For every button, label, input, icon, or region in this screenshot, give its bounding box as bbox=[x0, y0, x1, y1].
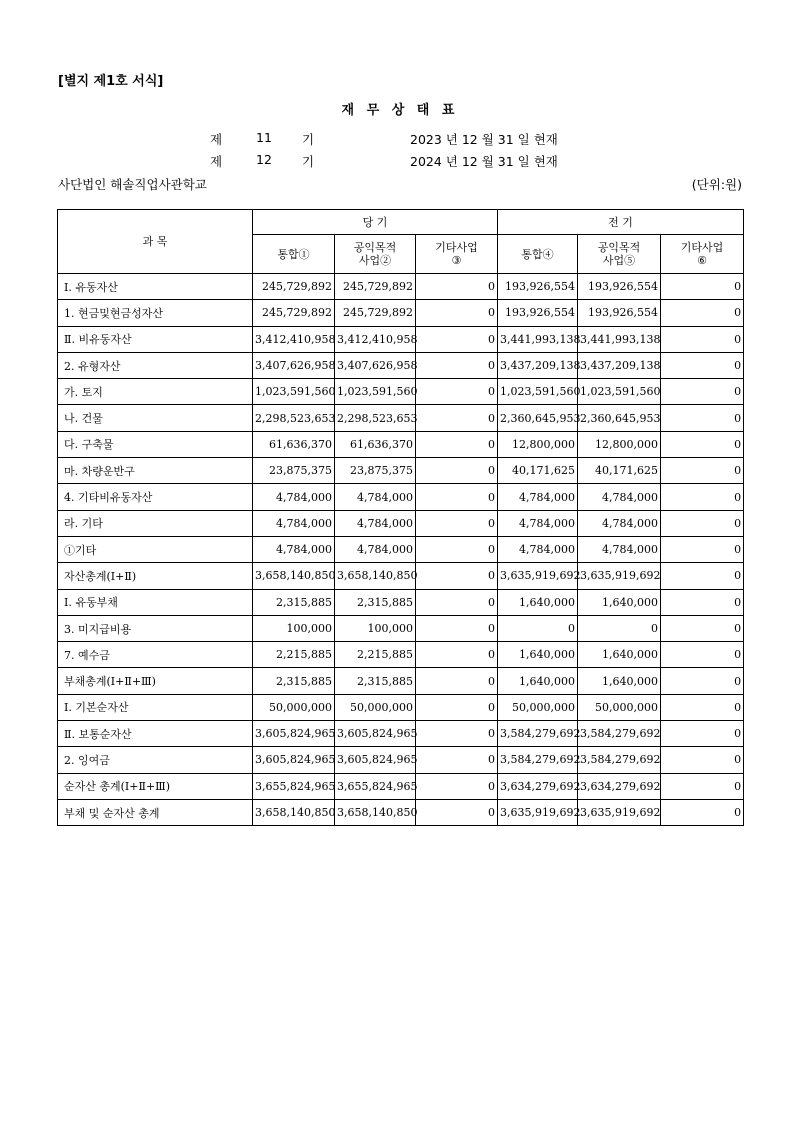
table-row bbox=[58, 300, 744, 326]
period-prefix: 제 bbox=[210, 154, 223, 169]
amount-cell: 40,171,625 bbox=[498, 458, 578, 484]
amount-cell: 245,729,892 bbox=[335, 300, 416, 326]
amount-cell: 3,584,279,692 bbox=[578, 721, 661, 747]
amount-cell: 3,605,824,965 bbox=[335, 747, 416, 773]
document-title: 재 무 상 태 표 bbox=[341, 103, 459, 118]
row-label: 7. 예수금 bbox=[58, 642, 253, 668]
amount-cell: 1,640,000 bbox=[578, 642, 661, 668]
amount-cell: 0 bbox=[498, 615, 578, 641]
amount-cell: 1,023,591,560 bbox=[578, 379, 661, 405]
amount-cell: 1,640,000 bbox=[498, 642, 578, 668]
amount-cell: 193,926,554 bbox=[498, 274, 578, 300]
amount-cell: 61,636,370 bbox=[335, 431, 416, 457]
amount-cell: 3,605,824,965 bbox=[253, 747, 335, 773]
amount-cell: 0 bbox=[661, 668, 744, 694]
amount-cell: 0 bbox=[661, 589, 744, 615]
amount-cell: 4,784,000 bbox=[498, 510, 578, 536]
table-row bbox=[58, 563, 744, 589]
row-label: 순자산 총계(Ⅰ+Ⅱ+Ⅲ) bbox=[58, 773, 253, 799]
amount-cell: 3,658,140,850 bbox=[335, 799, 416, 825]
amount-cell: 23,875,375 bbox=[335, 458, 416, 484]
amount-cell: 4,784,000 bbox=[335, 536, 416, 562]
amount-cell: 0 bbox=[661, 300, 744, 326]
amount-cell: 2,215,885 bbox=[253, 642, 335, 668]
sub-header: 통합① bbox=[253, 235, 335, 274]
current-period-header: 당 기 bbox=[253, 210, 498, 235]
table-row bbox=[58, 405, 744, 431]
amount-cell: 0 bbox=[661, 274, 744, 300]
amount-cell: 3,441,993,138 bbox=[578, 326, 661, 352]
amount-cell: 2,298,523,653 bbox=[253, 405, 335, 431]
row-label: 자산총계(Ⅰ+Ⅱ) bbox=[58, 563, 253, 589]
amount-cell: 4,784,000 bbox=[578, 510, 661, 536]
table-row bbox=[58, 747, 744, 773]
period-suffix: 기 bbox=[302, 132, 315, 147]
amount-cell: 50,000,000 bbox=[335, 694, 416, 720]
amount-cell: 2,215,885 bbox=[335, 642, 416, 668]
sub-header: 공익목적 사업② bbox=[335, 235, 416, 274]
amount-cell: 0 bbox=[416, 484, 498, 510]
amount-cell: 2,315,885 bbox=[335, 589, 416, 615]
row-label: Ⅱ. 보통순자산 bbox=[58, 721, 253, 747]
row-label: 가. 토지 bbox=[58, 379, 253, 405]
period-date: 2024 년 12 월 31 일 현재 bbox=[410, 154, 558, 169]
row-label: 나. 건물 bbox=[58, 405, 253, 431]
amount-cell: 0 bbox=[416, 668, 498, 694]
amount-cell: 23,875,375 bbox=[253, 458, 335, 484]
form-label: [별지 제1호 서식] bbox=[58, 74, 164, 89]
amount-cell: 3,658,140,850 bbox=[253, 563, 335, 589]
amount-cell: 100,000 bbox=[253, 615, 335, 641]
previous-period-header: 전 기 bbox=[498, 210, 744, 235]
row-label: 다. 구축물 bbox=[58, 431, 253, 457]
amount-cell: 2,298,523,653 bbox=[335, 405, 416, 431]
table-row bbox=[58, 379, 744, 405]
table-row bbox=[58, 642, 744, 668]
amount-cell: 0 bbox=[416, 721, 498, 747]
table-row bbox=[58, 458, 744, 484]
amount-cell: 1,640,000 bbox=[578, 668, 661, 694]
amount-cell: 3,437,209,138 bbox=[578, 352, 661, 378]
amount-cell: 0 bbox=[416, 589, 498, 615]
amount-cell: 193,926,554 bbox=[578, 300, 661, 326]
amount-cell: 245,729,892 bbox=[253, 300, 335, 326]
amount-cell: 1,640,000 bbox=[578, 589, 661, 615]
amount-cell: 1,640,000 bbox=[498, 668, 578, 694]
financial-statement-table bbox=[57, 209, 744, 826]
table-row bbox=[58, 352, 744, 378]
amount-cell: 0 bbox=[661, 405, 744, 431]
amount-cell: 3,437,209,138 bbox=[498, 352, 578, 378]
amount-cell: 3,655,824,965 bbox=[253, 773, 335, 799]
organization-name: 사단법인 해솔직업사관학교 bbox=[58, 177, 207, 192]
amount-cell: 3,605,824,965 bbox=[335, 721, 416, 747]
amount-cell: 0 bbox=[416, 326, 498, 352]
period-prefix: 제 bbox=[210, 132, 223, 147]
amount-cell: 0 bbox=[416, 458, 498, 484]
amount-cell: 0 bbox=[661, 536, 744, 562]
amount-cell: 2,360,645,953 bbox=[498, 405, 578, 431]
row-label: 4. 기타비유동자산 bbox=[58, 484, 253, 510]
amount-cell: 1,023,591,560 bbox=[498, 379, 578, 405]
amount-cell: 0 bbox=[661, 747, 744, 773]
table-row bbox=[58, 326, 744, 352]
amount-cell: 0 bbox=[416, 642, 498, 668]
table-row bbox=[58, 274, 744, 300]
amount-cell: 3,634,279,692 bbox=[498, 773, 578, 799]
period-number: 12 bbox=[256, 152, 272, 167]
amount-cell: 4,784,000 bbox=[335, 484, 416, 510]
amount-cell: 0 bbox=[661, 379, 744, 405]
amount-cell: 3,635,919,692 bbox=[498, 563, 578, 589]
amount-cell: 12,800,000 bbox=[578, 431, 661, 457]
row-label: Ⅰ. 기본순자산 bbox=[58, 694, 253, 720]
row-label: 3. 미지급비용 bbox=[58, 615, 253, 641]
amount-cell: 193,926,554 bbox=[578, 274, 661, 300]
sub-header: 기타사업 ⑥ bbox=[661, 235, 744, 274]
amount-cell: 3,635,919,692 bbox=[578, 563, 661, 589]
amount-cell: 0 bbox=[661, 773, 744, 799]
period-number: 11 bbox=[256, 130, 272, 145]
amount-cell: 0 bbox=[416, 799, 498, 825]
amount-cell: 0 bbox=[661, 431, 744, 457]
period-suffix: 기 bbox=[302, 154, 315, 169]
amount-cell: 50,000,000 bbox=[578, 694, 661, 720]
amount-cell: 0 bbox=[416, 405, 498, 431]
amount-cell: 3,584,279,692 bbox=[578, 747, 661, 773]
sub-header: 공익목적 사업⑤ bbox=[578, 235, 661, 274]
amount-cell: 3,584,279,692 bbox=[498, 747, 578, 773]
amount-cell: 0 bbox=[661, 510, 744, 536]
amount-cell: 2,315,885 bbox=[253, 668, 335, 694]
amount-cell: 0 bbox=[578, 615, 661, 641]
table-row bbox=[58, 773, 744, 799]
amount-cell: 0 bbox=[416, 536, 498, 562]
amount-cell: 0 bbox=[416, 300, 498, 326]
table-row bbox=[58, 799, 744, 825]
row-label: 1. 현금및현금성자산 bbox=[58, 300, 253, 326]
amount-cell: 40,171,625 bbox=[578, 458, 661, 484]
table-row bbox=[58, 484, 744, 510]
table-row bbox=[58, 668, 744, 694]
row-label: 마. 차량운반구 bbox=[58, 458, 253, 484]
sub-header: 기타사업 ③ bbox=[416, 235, 498, 274]
row-label: ①기타 bbox=[58, 536, 253, 562]
amount-cell: 0 bbox=[416, 352, 498, 378]
row-label: 2. 잉여금 bbox=[58, 747, 253, 773]
amount-cell: 3,407,626,958 bbox=[335, 352, 416, 378]
amount-cell: 193,926,554 bbox=[498, 300, 578, 326]
amount-cell: 3,635,919,692 bbox=[498, 799, 578, 825]
row-label: 부채총계(Ⅰ+Ⅱ+Ⅲ) bbox=[58, 668, 253, 694]
amount-cell: 245,729,892 bbox=[335, 274, 416, 300]
table-row bbox=[58, 536, 744, 562]
amount-cell: 3,658,140,850 bbox=[335, 563, 416, 589]
amount-cell: 1,023,591,560 bbox=[335, 379, 416, 405]
amount-cell: 4,784,000 bbox=[335, 510, 416, 536]
amount-cell: 245,729,892 bbox=[253, 274, 335, 300]
amount-cell: 2,360,645,953 bbox=[578, 405, 661, 431]
amount-cell: 0 bbox=[416, 615, 498, 641]
amount-cell: 1,640,000 bbox=[498, 589, 578, 615]
row-label: 부채 및 순자산 총계 bbox=[58, 799, 253, 825]
table-row bbox=[58, 589, 744, 615]
amount-cell: 3,634,279,692 bbox=[578, 773, 661, 799]
amount-cell: 4,784,000 bbox=[253, 536, 335, 562]
amount-cell: 4,784,000 bbox=[498, 536, 578, 562]
amount-cell: 0 bbox=[661, 326, 744, 352]
amount-cell: 0 bbox=[416, 747, 498, 773]
amount-cell: 0 bbox=[661, 694, 744, 720]
amount-cell: 3,407,626,958 bbox=[253, 352, 335, 378]
row-label: Ⅱ. 비유동자산 bbox=[58, 326, 253, 352]
amount-cell: 0 bbox=[661, 484, 744, 510]
amount-cell: 4,784,000 bbox=[253, 484, 335, 510]
amount-cell: 3,605,824,965 bbox=[253, 721, 335, 747]
amount-cell: 3,412,410,958 bbox=[253, 326, 335, 352]
amount-cell: 3,412,410,958 bbox=[335, 326, 416, 352]
amount-cell: 0 bbox=[416, 694, 498, 720]
amount-cell: 0 bbox=[416, 379, 498, 405]
amount-cell: 100,000 bbox=[335, 615, 416, 641]
amount-cell: 61,636,370 bbox=[253, 431, 335, 457]
amount-cell: 4,784,000 bbox=[578, 536, 661, 562]
amount-cell: 2,315,885 bbox=[335, 668, 416, 694]
row-label: Ⅰ. 유동자산 bbox=[58, 274, 253, 300]
amount-cell: 0 bbox=[416, 563, 498, 589]
amount-cell: 3,635,919,692 bbox=[578, 799, 661, 825]
amount-cell: 50,000,000 bbox=[498, 694, 578, 720]
amount-cell: 4,784,000 bbox=[253, 510, 335, 536]
row-label: Ⅰ. 유동부채 bbox=[58, 589, 253, 615]
amount-cell: 0 bbox=[416, 274, 498, 300]
amount-cell: 1,023,591,560 bbox=[253, 379, 335, 405]
amount-cell: 0 bbox=[416, 431, 498, 457]
amount-cell: 0 bbox=[661, 352, 744, 378]
table-row bbox=[58, 694, 744, 720]
amount-cell: 0 bbox=[416, 773, 498, 799]
item-column-header: 과 목 bbox=[58, 210, 253, 274]
amount-cell: 0 bbox=[661, 799, 744, 825]
amount-cell: 0 bbox=[661, 458, 744, 484]
amount-cell: 0 bbox=[661, 615, 744, 641]
period-date: 2023 년 12 월 31 일 현재 bbox=[410, 132, 558, 147]
unit-label: (단위:원) bbox=[691, 177, 742, 192]
amount-cell: 3,658,140,850 bbox=[253, 799, 335, 825]
row-label: 라. 기타 bbox=[58, 510, 253, 536]
amount-cell: 3,441,993,138 bbox=[498, 326, 578, 352]
amount-cell: 3,655,824,965 bbox=[335, 773, 416, 799]
sub-header: 통합④ bbox=[498, 235, 578, 274]
table-row bbox=[58, 431, 744, 457]
table-row bbox=[58, 615, 744, 641]
table-row bbox=[58, 510, 744, 536]
amount-cell: 4,784,000 bbox=[498, 484, 578, 510]
amount-cell: 0 bbox=[416, 510, 498, 536]
amount-cell: 50,000,000 bbox=[253, 694, 335, 720]
amount-cell: 4,784,000 bbox=[578, 484, 661, 510]
amount-cell: 0 bbox=[661, 563, 744, 589]
row-label: 2. 유형자산 bbox=[58, 352, 253, 378]
amount-cell: 0 bbox=[661, 721, 744, 747]
amount-cell: 12,800,000 bbox=[498, 431, 578, 457]
table-row bbox=[58, 721, 744, 747]
amount-cell: 2,315,885 bbox=[253, 589, 335, 615]
amount-cell: 0 bbox=[661, 642, 744, 668]
amount-cell: 3,584,279,692 bbox=[498, 721, 578, 747]
